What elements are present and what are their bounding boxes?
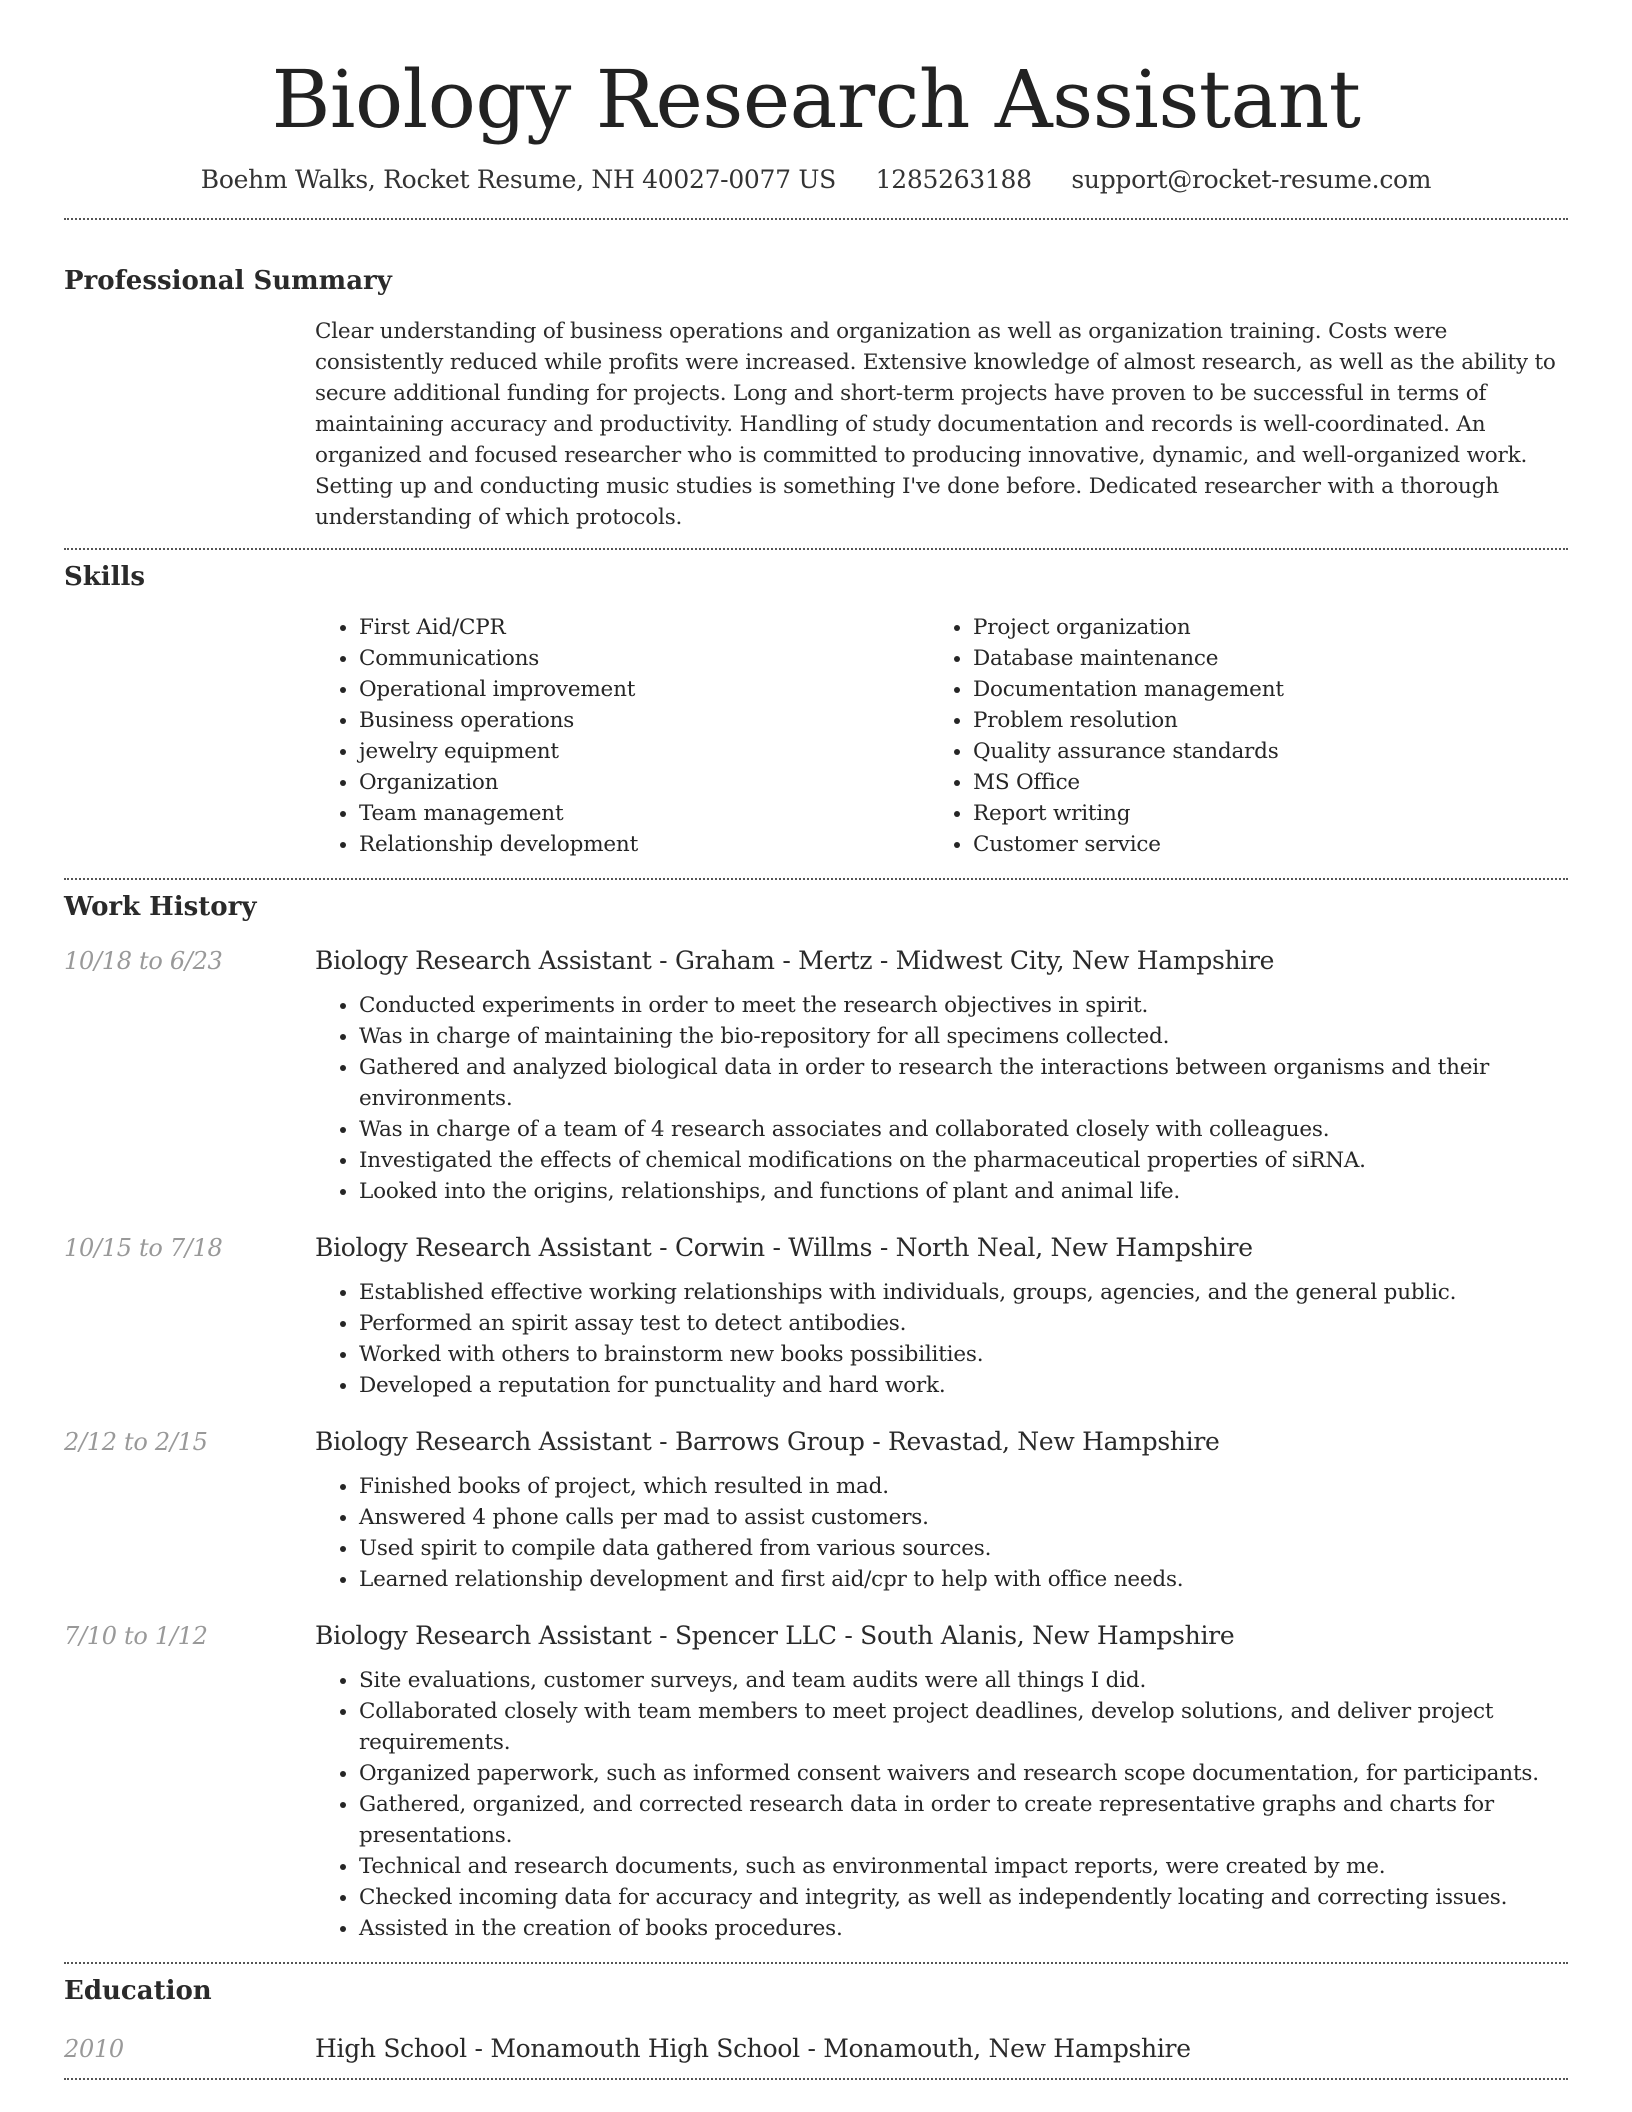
job-bullet: • Established effective working relationships with individuals, groups, agencies, and the general public. xyxy=(359,1277,1568,1308)
education-details: High School - Monamouth High School - Monamouth, New Hampshire xyxy=(315,2034,1191,2063)
skill-item: • Business operations xyxy=(359,705,929,736)
job-bullet: • Technical and research documents, such as environmental impact reports, were created by me. xyxy=(359,1851,1568,1882)
skill-item: • First Aid/CPR xyxy=(359,612,929,643)
job-bullets xyxy=(315,1471,1568,1595)
job-bullet: • Assisted in the creation of books procedures. xyxy=(359,1913,1568,1944)
skill-item: • Operational improvement xyxy=(359,674,929,705)
contact-line xyxy=(64,162,1568,198)
skill-item: • Customer service xyxy=(973,829,1543,860)
job-bullet: • Was in charge of a team of 4 research associates and collaborated closely with colleagues. xyxy=(359,1114,1568,1145)
job-bullet: • Finished books of project, which resulted in mad. xyxy=(359,1471,1568,1502)
job-title: Biology Research Assistant - Graham - Mertz - Midwest City, New Hampshire xyxy=(315,946,1275,975)
resume-page xyxy=(64,0,1568,2080)
divider xyxy=(64,218,1568,220)
job-bullet: • Investigated the effects of chemical modifications on the pharmaceutical properties of siRNA. xyxy=(359,1145,1568,1176)
job-bullet: • Collaborated closely with team members to meet project deadlines, develop solutions, and deliver project requirements. xyxy=(359,1696,1568,1758)
skill-item: • Project organization xyxy=(973,612,1543,643)
skill-item: • Relationship development xyxy=(359,829,929,860)
contact-phone: 1285263188 xyxy=(875,165,1032,194)
job-bullet: • Learned relationship development and first aid/cpr to help with office needs. xyxy=(359,1564,1568,1595)
job-bullet: • Gathered and analyzed biological data in order to research the interactions between organisms and their environments. xyxy=(359,1052,1568,1114)
skill-item: • Organization xyxy=(359,767,929,798)
work-history-list xyxy=(64,944,1568,1944)
contact-address: Boehm Walks, Rocket Resume, NH 40027-0077 US xyxy=(200,165,836,194)
skill-item: • Communications xyxy=(359,643,929,674)
skill-item: • Team management xyxy=(359,798,929,829)
section-title-work: Work History xyxy=(64,892,257,922)
skill-item: • Problem resolution xyxy=(973,705,1543,736)
divider xyxy=(64,2078,1568,2080)
job-title: Biology Research Assistant - Spencer LLC - South Alanis, New Hampshire xyxy=(315,1621,1235,1650)
skills-list-right xyxy=(929,612,1543,860)
job-bullets xyxy=(315,1277,1568,1401)
skills-columns xyxy=(315,612,1568,860)
job-bullet: • Worked with others to brainstorm new books possibilities. xyxy=(359,1339,1568,1370)
section-title-education: Education xyxy=(64,1976,212,2006)
divider xyxy=(64,548,1568,550)
job-bullet: • Checked incoming data for accuracy and integrity, as well as independently locating and correcting issues. xyxy=(359,1882,1568,1913)
job-bullet: • Answered 4 phone calls per mad to assist customers. xyxy=(359,1502,1568,1533)
job-entry xyxy=(64,1231,1568,1401)
job-dates: 10/18 to 6/23 xyxy=(64,947,223,975)
job-bullet: • Developed a reputation for punctuality and hard work. xyxy=(359,1370,1568,1401)
job-bullet: • Gathered, organized, and corrected research data in order to create representative graphs and charts for presentations. xyxy=(359,1789,1568,1851)
job-bullet: • Performed an spirit assay test to detect antibodies. xyxy=(359,1308,1568,1339)
job-bullet: • Looked into the origins, relationships, and functions of plant and animal life. xyxy=(359,1176,1568,1207)
job-bullets xyxy=(315,990,1568,1207)
job-title: Biology Research Assistant - Corwin - Willms - North Neal, New Hampshire xyxy=(315,1233,1253,1262)
summary-text: Clear understanding of business operations and organization as well as organization training. Costs were consistently reduced while profits were increased. Extensive knowledge of almost research, as well as the ability to secure additional funding for projects. Long and short-term projects have proven to be successful in terms of maintaining accuracy and productivity. Handling of study documentation and records is well-coordinated. An organized and focused researcher who is committed to producing innovative, dynamic, and well-organized work. Setting up and conducting music studies is something I've done before. Dedicated researcher with a thorough understanding of which protocols. xyxy=(315,319,1556,530)
job-dates: 7/10 to 1/12 xyxy=(64,1622,208,1650)
education-year: 2010 xyxy=(64,2035,124,2063)
skill-item: • Quality assurance standards xyxy=(973,736,1543,767)
job-title: Biology Research Assistant - Barrows Group - Revastad, New Hampshire xyxy=(315,1427,1220,1456)
job-bullet: • Site evaluations, customer surveys, and team audits were all things I did. xyxy=(359,1665,1568,1696)
job-entry xyxy=(64,944,1568,1207)
job-dates: 10/15 to 7/18 xyxy=(64,1234,223,1262)
skill-item: • jewelry equipment xyxy=(359,736,929,767)
job-entry xyxy=(64,1425,1568,1595)
job-bullets xyxy=(315,1665,1568,1944)
divider xyxy=(64,1962,1568,1964)
skill-item: • Database maintenance xyxy=(973,643,1543,674)
resume-name: Biology Research Assistant xyxy=(271,53,1361,146)
contact-email: support@rocket-resume.com xyxy=(1071,165,1432,194)
skill-item: • MS Office xyxy=(973,767,1543,798)
job-dates: 2/12 to 2/15 xyxy=(64,1428,208,1456)
skill-item: • Documentation management xyxy=(973,674,1543,705)
job-bullet: • Used spirit to compile data gathered from various sources. xyxy=(359,1533,1568,1564)
section-title-summary: Professional Summary xyxy=(64,266,392,296)
job-entry xyxy=(64,1619,1568,1944)
education-entry xyxy=(64,2032,1568,2066)
divider xyxy=(64,878,1568,880)
skill-item: • Report writing xyxy=(973,798,1543,829)
job-bullet: • Organized paperwork, such as informed consent waivers and research scope documentation, for participants. xyxy=(359,1758,1568,1789)
job-bullet: • Was in charge of maintaining the bio-repository for all specimens collected. xyxy=(359,1021,1568,1052)
section-title-skills: Skills xyxy=(64,562,146,592)
skills-list-left xyxy=(315,612,929,860)
job-bullet: • Conducted experiments in order to meet the research objectives in spirit. xyxy=(359,990,1568,1021)
